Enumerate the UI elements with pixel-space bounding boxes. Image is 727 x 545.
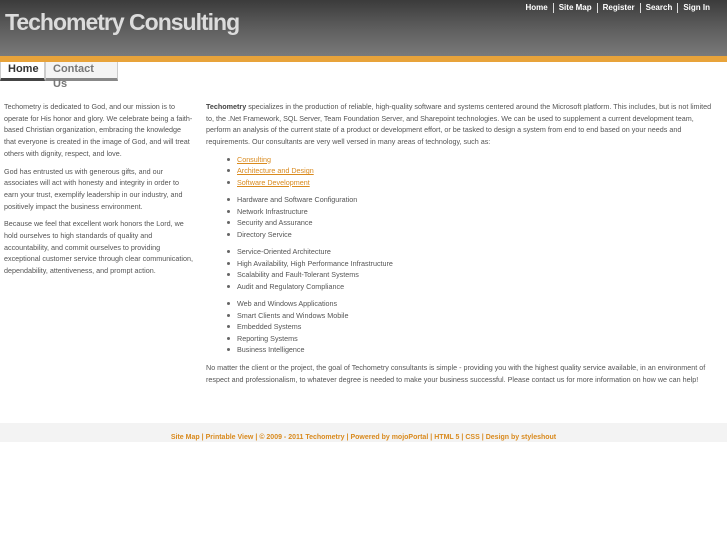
tab-home[interactable]: Home [0,62,45,81]
list-item: Reporting Systems [227,333,716,345]
list-item: Web and Windows Applications [227,298,716,310]
top-link-home[interactable]: Home [525,3,548,12]
software-development-link[interactable]: Software Development [237,177,310,187]
list-item [227,165,716,177]
list-item: Security and Assurance [227,217,716,229]
top-link-site-map[interactable]: Site Map [553,3,597,13]
architecture-link[interactable]: Architecture and Design [237,166,314,176]
consulting-link[interactable]: Consulting [237,154,271,164]
main-content [206,101,716,391]
list-item [227,177,716,189]
footer-separator: | [201,434,204,441]
architecture-list [227,246,716,292]
footer-mojoportal-link[interactable]: Powered by mojoPortal [350,434,429,441]
intro-text: specializes in the production of reliable, high-quality software and systems centered around the Microsoft platform. This includes, but is not limited to, the .Net Framework, SQL Server, Team Foundation Server, and Sharepoint technologies. We can be used to supplement a current development team, perform an analysis of the current state of a product or development effort, or be tasked to design a system from end to end based on your needs and requirements. Our consultants are very well versed in many areas of technology, such as: [206,102,712,147]
list-item [227,154,716,166]
list-item: Scalability and Fault-Tolerant Systems [227,269,716,281]
footer-separator: | [255,434,258,441]
list-item: Embedded Systems [227,321,716,333]
footer-html5-link[interactable]: HTML 5 [434,434,460,441]
tab-contact-us[interactable]: Contact Us [45,62,118,81]
applications-list [227,298,716,356]
footer-design-link[interactable]: Design by styleshout [485,434,557,441]
list-item: Service-Oriented Architecture [227,246,716,258]
footer-printable-view-link[interactable]: Printable View [205,434,254,441]
footer-separator: | [481,434,484,441]
top-link-register[interactable]: Register [597,3,640,13]
footer-separator: | [430,434,433,441]
left-column [4,101,194,283]
intro-company-name: Techometry [206,102,247,111]
list-item: Audit and Regulatory Compliance [227,281,716,293]
gifts-paragraph: God has entrusted us with generous gifts, and our associates will act with honesty and integrity in order to earn your trust, exemplify leadership in our industry, and positively impact the business environment. [4,166,183,211]
infrastructure-list [227,194,716,240]
top-link-sign-in[interactable]: Sign In [677,3,715,13]
list-item: High Availability, High Performance Infrastructure [227,258,716,270]
list-item: Smart Clients and Windows Mobile [227,310,716,322]
site-title[interactable]: Techometry Consulting [5,9,240,35]
footer-separator: | [346,434,349,441]
footer-css-link[interactable]: CSS [465,434,480,441]
footer-copyright: © 2009 - 2011 Techometry [259,434,345,441]
footer-site-map-link[interactable]: Site Map [170,434,200,441]
main-tabs [0,62,118,90]
list-item: Directory Service [227,229,716,241]
list-item: Hardware and Software Configuration [227,194,716,206]
closing-paragraph: No matter the client or the project, the goal of Techometry consultants is simple - providing you with the highest quality service available, in an environment of respect and professionalism, to whatever degree is needed to make your business successful. Please contact us for more information on how we can help! [206,362,706,384]
site-header [0,0,727,56]
top-nav [520,3,715,13]
intro-paragraph [206,101,716,148]
list-item: Network Infrastructure [227,206,716,218]
footer-separator: | [461,434,464,441]
standards-paragraph: Because we feel that excellent work honors the Lord, we hold ourselves to high standards of quality and accountability, and commit ourselves to providing exceptional customer service through clear communication, dependability, attentiveness, and prompt action. [4,219,193,276]
service-link-list [227,154,716,189]
top-link-search[interactable]: Search [640,3,678,13]
list-item: Business Intelligence [227,344,716,356]
footer [0,423,727,442]
mission-paragraph: Techometry is dedicated to God, and our mission is to operate for His honor and glory. We celebrate being a faith-based Christian organization, embracing the knowledge that everyone is created in the image of God, and will treat others with dignity, respect, and love. [4,102,193,158]
